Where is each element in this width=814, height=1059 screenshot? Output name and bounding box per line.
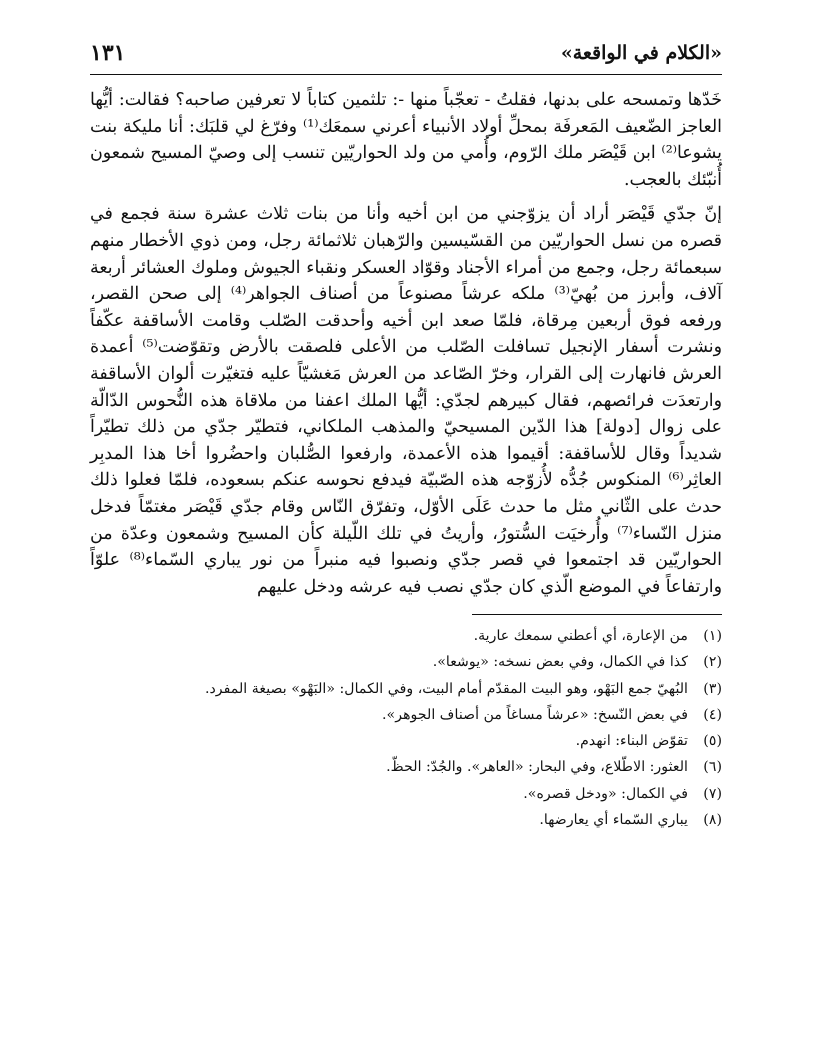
footnote-number: (٧) [703,785,722,802]
footnote-item [90,649,722,675]
footnote-number: (١) [703,628,722,645]
footnote-item [90,702,722,728]
footnote-number: (٨) [703,811,722,828]
footnote-text: في بعض النّسخ: «عرشاً مساغاً من أصناف الجوهر». [382,706,688,723]
footnote-text: البُهيّ جمع البَهْو، وهو البيت المقدّم أمام البيت، وفي الكمال: «البَهْو» بصيغة المفرد. [204,680,688,697]
page-header [90,40,722,75]
footnote-number: (٥) [703,733,722,750]
footnote-text: تقوّض البناء: انهدم. [575,733,688,750]
page-number: ١٣١ [90,40,126,66]
footnote-number: (٣) [703,680,722,697]
running-title: «الكلام في الواقعة» [560,42,722,64]
paragraph: خَدّها وتمسحه على بدنها، فقلتُ - تعجّباً منها -: تلثمين كتاباً لا تعرفين صاحبه؟ فقالت: أيُّها العاجز الضّعيف المَعرفَة بمحلِّ أولاد الأنبياء أعرني سمعَك⁽¹⁾ وفرّغ لي قلبَك: أنا مليكة بنت يشوعا⁽²⁾ ابن قَيْصَر ملك الرّوم، وأُمي من ولد الحواريّين تنسب إلى وصيّ المسيح شمعون أُنبّئك بالعجب. [90,90,723,190]
footnote-item [90,807,722,833]
footnote-text: يباري السّماء أي يعارضها. [539,811,688,828]
footnote-text: من الإعارة، أي أعطني سمعك عارية. [473,628,688,645]
footnote-item [90,623,722,649]
footnote-number: (٢) [703,654,722,671]
footnote-item [90,781,722,807]
footnote-number: (٦) [703,759,722,776]
footnote-item [90,728,722,754]
footnote-text: في الكمال: «ودخل قصره». [523,785,688,802]
book-page [90,40,722,833]
main-text [90,87,722,600]
footnote-item [90,676,722,702]
footnotes-list [90,623,722,833]
footnote-divider [472,614,722,615]
paragraph: إنّ جدّي قَيْصَر أراد أن يزوّجني من ابن أخيه وأنا من بنات ثلاث عشرة سنة فجمع في قصره من نسل الحواريّين من القسّيسين والرّهبان ثلاثمائة رجل، ومن ذوي الأخطار منهم سبعمائة رجل، وجمع من أمراء الأجناد وقوّاد العسكر ونقباء الجيوش وملوك العشائر أربعة آلاف، وأبرز من بُهيّ⁽³⁾ ملكه عرشاً مصنوعاً من أصناف الجواهر⁽⁴⁾ إلى صحن القصر، ورفعه فوق أربعين مِرقاة، فلمّا صعد ابن أخيه وأحدقت الصّلب وقامت الأساقفة عكّفاً ونشرت أسفار الإنجيل تسافلت الصّلب من الأعلى فلصقت بالأرض وتقوّضت⁽⁵⁾ أعمدة العرش فانهارت إلى القرار، وخرّ الصّاعد من العرش مَغشيّاً عليه فتغيّرت ألوان الأساقفة وارتعدَت فرائصهم، فقال كبيرهم لجدّي: أيُّها الملك اعفنا من ملاقاة هذه النُّحوس الدّالّة على زوال [دولة] هذا الدّين المسيحيّ والمذهب الملكاني، فتطيّر جدّي من ذلك تطيّراً شديداً وقال للأساقفة: أقيموا هذه الأعمدة، وارفعوا الصُّلبان واحضُروا أخا هذا المدبِر العاثِر⁽⁶⁾ المنكوس جُدُّه لأُزوّجه هذه الصّبيّة فيدفع نحوسه عنكم بسعوده، فلمّا فعلوا ذلك حدث على الثّاني مثل ما حدث عَلَى الأوّل، وتفرّق النّاس وقام جدّي قَيْصَر مغتمّاً فدخل منزل النّساء⁽⁷⁾ وأُرخيَت السُّتورُ، وأريتُ في تلك اللّيلة كأن المسيح وشمعون وعدّة من الحواريّين قد اجتمعوا في قصر جدّي ونصبوا فيه منبراً من نور يباري السّماء⁽⁸⁾ علوّاً وارتفاعاً في الموضع الّذي كان جدّي نصب فيه عرشه ودخل عليهم [90,204,723,597]
footnote-text: كذا في الكمال، وفي بعض نسخه: «يوشعا». [432,654,688,671]
footnote-text: العثور: الاطّلاع، وفي البحار: «العاهر». والجُدّ: الحظّ. [386,759,688,776]
footnote-item [90,754,722,780]
footnote-number: (٤) [703,706,722,723]
